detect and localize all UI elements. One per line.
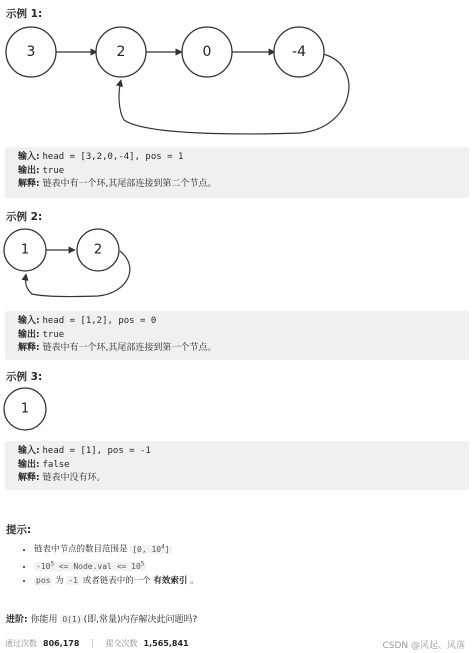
submission-stats: [5, 638, 189, 649]
node-0-label: 0: [202, 44, 212, 60]
output-label: 输出:: [18, 329, 40, 340]
node-1-label: 1: [20, 401, 30, 417]
example-3-heading: 示例 3:: [6, 371, 43, 383]
node-3: [6, 27, 56, 77]
node-neg4-label: -4: [292, 44, 306, 60]
input-value: head = [3,2,0,-4], pos = 1: [42, 152, 184, 162]
hints-list: [20, 540, 199, 589]
hint-text: 链表中节点的数目范围是: [34, 544, 131, 555]
hint-item: [34, 540, 199, 557]
stats-divider: [92, 639, 93, 648]
output-label: 输出:: [18, 165, 40, 176]
explain-value: 链表中有一个环,其尾部连接到第一个节点。: [42, 343, 217, 353]
advanced-line: [6, 612, 197, 625]
input-value: head = [1], pos = -1: [42, 446, 151, 456]
node-2: [77, 229, 119, 271]
node-0: [182, 27, 232, 77]
hint-item: • pos 为 -1 或者链表中的一个 有效索引 。: [34, 574, 199, 589]
hint-emphasis: 有效索引: [153, 576, 188, 587]
csdn-watermark: CSDN @风起、风落: [382, 641, 465, 651]
example-2-heading: 示例 2:: [6, 211, 43, 223]
input-label: 输入:: [18, 316, 40, 326]
node-2-label: 2: [93, 242, 103, 258]
hint-code: [0, $10^4$]: [132, 543, 170, 554]
advanced-text-2: (即,常量)内存解决此问题吗?: [83, 615, 198, 625]
output-label: 输出:: [18, 459, 40, 470]
node-1: [4, 229, 46, 271]
example-1-heading: 示例 1:: [6, 8, 43, 20]
node-neg4: [274, 27, 324, 77]
example-2-diagram: [0, 227, 474, 307]
hint-code: $-10^5$ <= Node.val <= $10^5$: [36, 560, 145, 571]
advanced-text: 你能用: [30, 615, 61, 625]
hint-item: [34, 557, 199, 574]
explain-label: 解释:: [18, 179, 40, 189]
explain-label: 解释:: [18, 343, 40, 353]
example-2-codebox: [5, 311, 469, 360]
output-value: true: [42, 165, 65, 176]
node-1: [4, 388, 46, 430]
advanced-code: O(1): [62, 615, 82, 624]
output-value: false: [42, 459, 70, 470]
example-1-codebox: [5, 147, 469, 198]
example-3-diagram: [0, 385, 474, 435]
output-value: true: [42, 329, 65, 340]
hint-code: -1: [68, 576, 78, 586]
explain-label: 解释:: [18, 473, 40, 483]
input-label: 输入:: [18, 152, 40, 162]
hints-heading: 提示:: [6, 524, 32, 536]
node-2: [96, 27, 146, 77]
example-3-codebox: [5, 441, 469, 490]
node-2-label: 2: [116, 44, 126, 60]
explain-value: 链表中有一个环,其尾部连接到第二个节点。: [42, 179, 217, 189]
explain-value: 链表中没有环。: [42, 473, 106, 483]
advanced-label: 进阶:: [6, 615, 28, 625]
node-1-label: 1: [20, 242, 30, 258]
submitted-label: 提交次数: [105, 639, 138, 648]
input-value: head = [1,2], pos = 0: [42, 316, 157, 326]
node-3-label: 3: [26, 44, 36, 60]
passed-value: 806,178: [43, 639, 80, 648]
input-label: 输入:: [18, 446, 40, 456]
submitted-value: 1,565,841: [143, 639, 189, 648]
example-1-diagram: [0, 20, 474, 160]
hint-code: pos: [36, 576, 51, 586]
passed-label: 通过次数: [5, 639, 37, 648]
